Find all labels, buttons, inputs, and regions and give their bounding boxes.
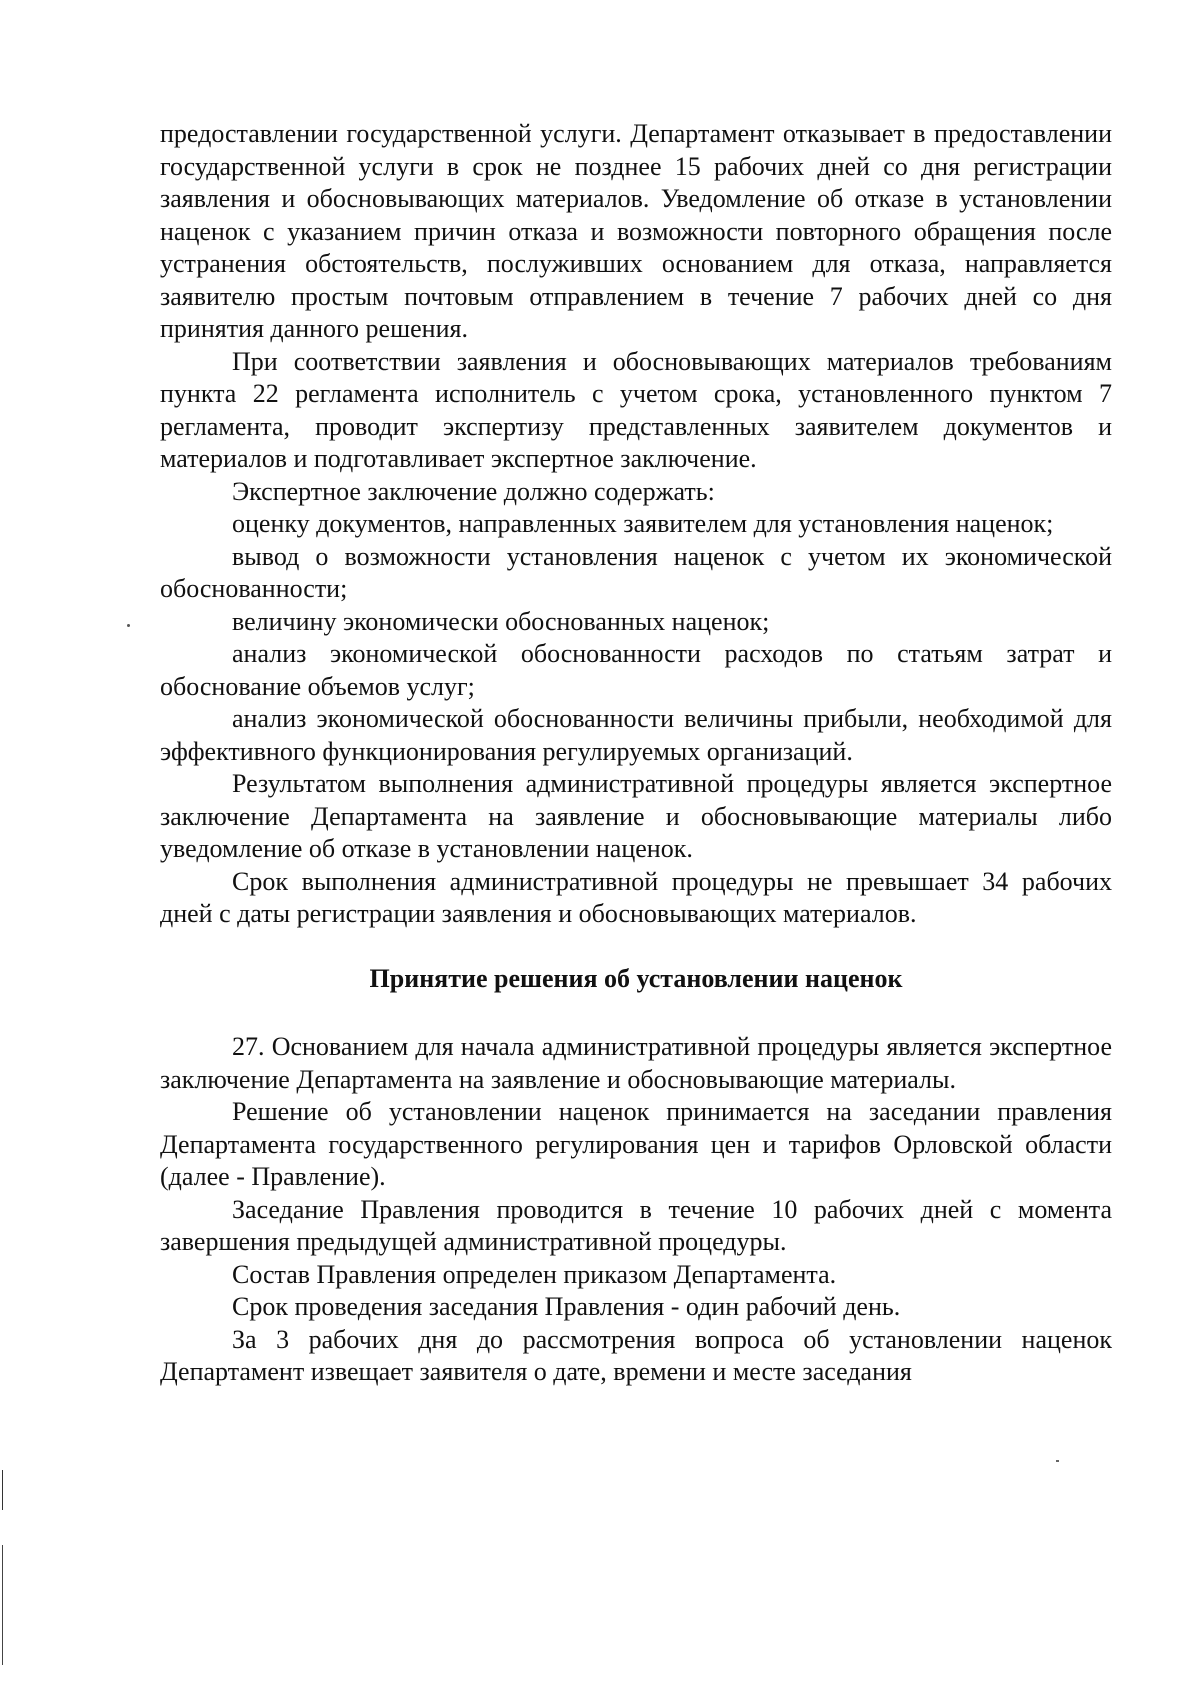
list-item: оценку документов, направленных заявителем для установления наценок; <box>232 509 1054 538</box>
paragraph: Заседание Правления проводится в течение 10 рабочих дней с момента завершения предыдущей административной процедуры. <box>160 1194 1112 1256</box>
list-item: анализ экономической обоснованности величины прибыли, необходимой для эффективного функционирования регулируемых организаций. <box>160 704 1112 766</box>
paragraph: Экспертное заключение должно содержать: <box>232 476 715 506</box>
paragraph: За 3 рабочих дня до рассмотрения вопроса об установлении наценок Департамент извещает заявителя о дате, времени и месте заседания <box>160 1324 1112 1386</box>
section-heading: Принятие решения об установлении наценок <box>369 963 903 993</box>
paragraph: Срок проведения заседания Правления - один рабочий день. <box>232 1292 901 1321</box>
paragraph: 27. Основанием для начала административной процедуры является экспертное заключение Департамента на заявление и обосновывающие материалы. <box>160 1032 1112 1094</box>
scan-speck <box>1056 1460 1059 1462</box>
paragraph: Состав Правления определен приказом Департамента. <box>232 1259 837 1289</box>
paragraph: Результатом выполнения административной процедуры является экспертное заключение Департамента на заявление и обосновывающие материалы либо уведомление об отказе в установлении наценок. <box>160 769 1112 863</box>
section-after-heading <box>160 1031 1112 1389</box>
paragraph: предоставлении государственной услуги. Департамент отказывает в предоставлении государственной услуги в срок не позднее 15 рабочих дней со дня регистрации заявления и обосновывающих материалов. Уведомление об отказе в установлении наценок с указанием причин отказа и возможности повторного обращения после устранения обстоятельств, послуживших основанием для отказа, направляется заявителю простым почтовым отправлением в течение 7 рабочих дней со дня принятия данного решения. <box>160 119 1112 343</box>
paragraph: Срок выполнения административной процедуры не превышает 34 рабочих дней с даты регистрации заявления и обосновывающих материалов. <box>160 866 1112 928</box>
paragraph: При соответствии заявления и обосновывающих материалов требованиям пункта 22 регламента исполнитель с учетом срока, установленного пунктом 7 регламента, проводит экспертизу представленных заявителем документов и материалов и подготавливает экспертное заключение. <box>160 346 1112 473</box>
scan-edge-line <box>2 1470 3 1510</box>
scan-edge-line <box>2 1545 3 1665</box>
list-item: анализ экономической обоснованности расходов по статьям затрат и обоснование объемов услуг; <box>160 639 1112 701</box>
paragraph: Решение об установлении наценок принимается на заседании правления Департамента государственного регулирования цен и тарифов Орловской области (далее - Правление). <box>160 1097 1112 1191</box>
scan-speck <box>127 624 130 627</box>
list-item: величину экономически обоснованных наценок; <box>232 606 770 636</box>
section-before-heading <box>160 118 1112 931</box>
list-item: вывод о возможности установления наценок с учетом их экономической обоснованности; <box>160 541 1112 603</box>
